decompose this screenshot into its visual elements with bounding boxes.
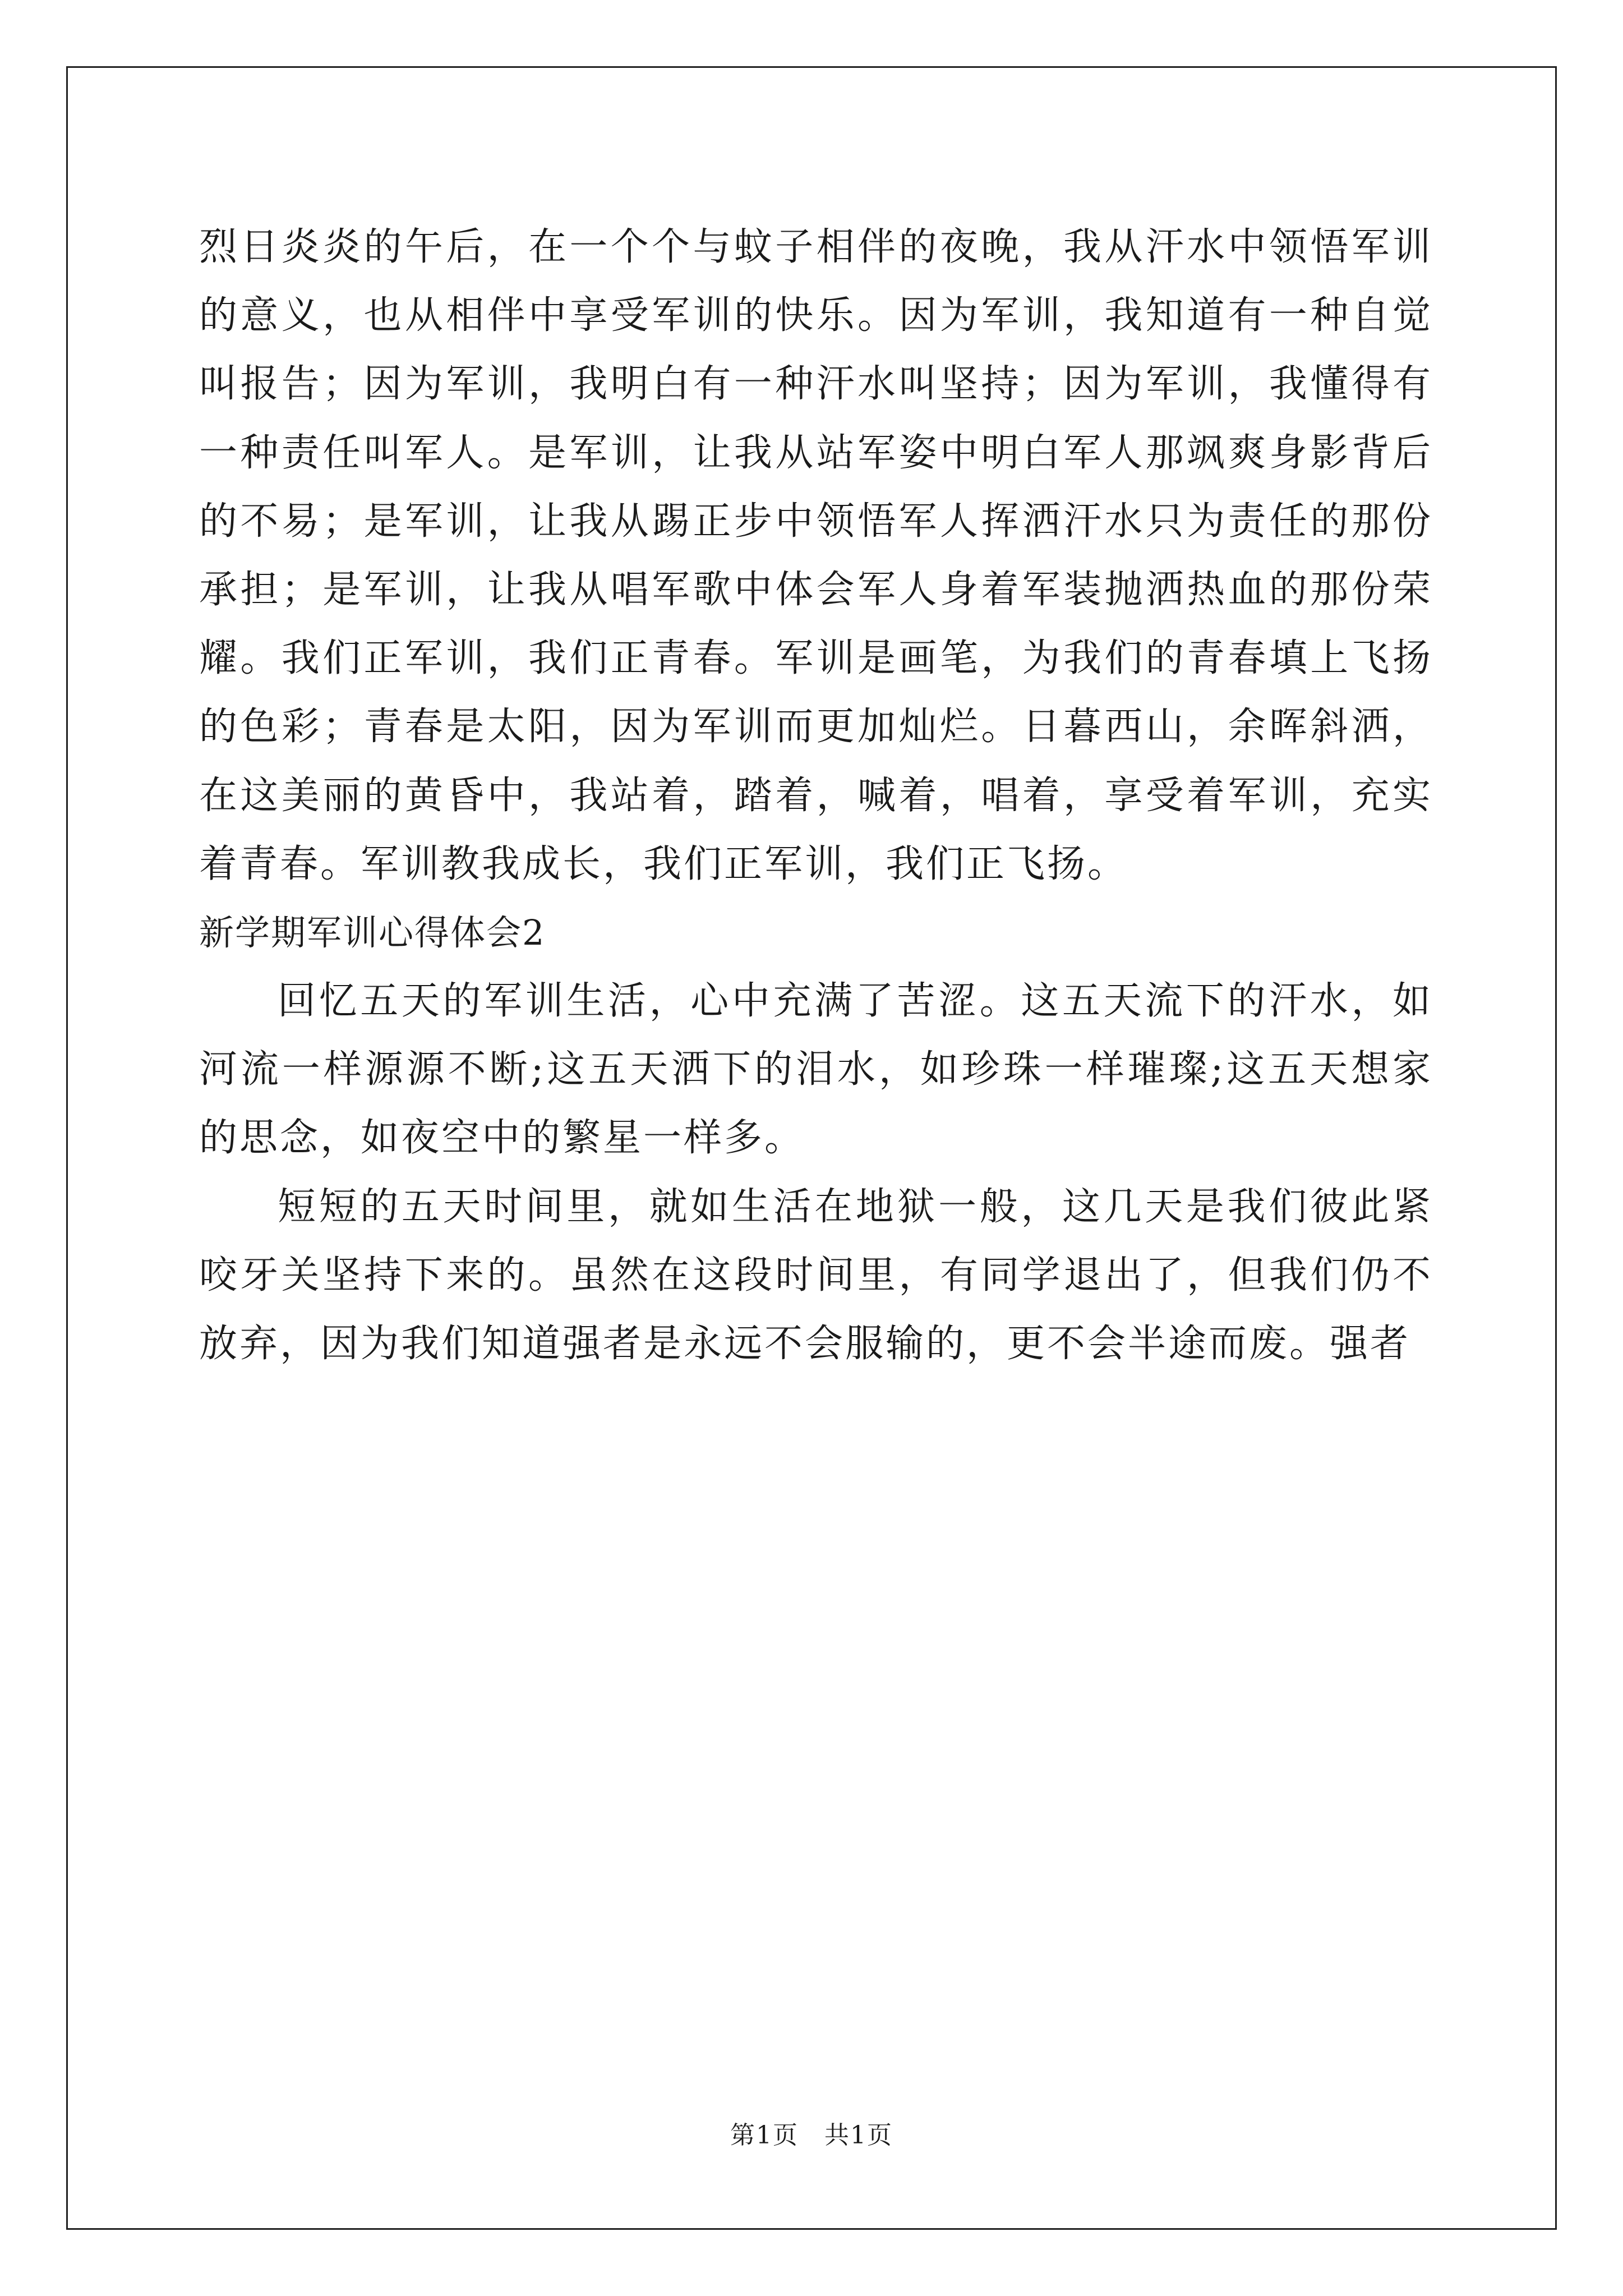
paragraph-3: 短短的五天时间里，就如生活在地狱一般，这几天是我们彼此紧咬牙关坚持下来的。虽然在这段时间里，有同学退出了，但我们仍不放弃，因为我们知道强者是永远不会服输的，更不会半途而废。强者 xyxy=(199,1184,1433,1366)
page-footer: 第1页 共1页 xyxy=(730,2121,893,2150)
document-body xyxy=(199,213,1433,1378)
paragraph-2: 回忆五天的军训生活，心中充满了苦涩。这五天流下的汗水，如河流一样源源不断;这五天洒下的泪水，如珍珠一样璀璨;这五天想家的思念，如夜空中的繁星一样多。 xyxy=(199,979,1433,1161)
section-heading: 新学期军训心得体会2 xyxy=(199,912,546,954)
paragraph-1: 烈日炎炎的午后，在一个个与蚊子相伴的夜晚，我从汗水中领悟军训的意义，也从相伴中享受军训的快乐。因为军训，我知道有一种自觉叫报告；因为军训，我明白有一种汗水叫坚持；因为军训，我懂得有一种责任叫军人。是军训，让我从站军姿中明白军人那飒爽身影背后的不易；是军训，让我从踢正步中领悟军人挥洒汗水只为责任的那份承担；是军训，让我从唱军歌中体会军人身着军装抛洒热血的那份荣耀。我们正军训，我们正青春。军训是画笔，为我们的青春填上飞扬的色彩；青春是太阳，因为军训而更加灿烂。日暮西山，余晖斜洒，在这美丽的黄昏中，我站着，踏着，喊着，唱着，享受着军训，充实着青春。军训教我成长，我们正军训，我们正飞扬。 xyxy=(199,225,1433,886)
